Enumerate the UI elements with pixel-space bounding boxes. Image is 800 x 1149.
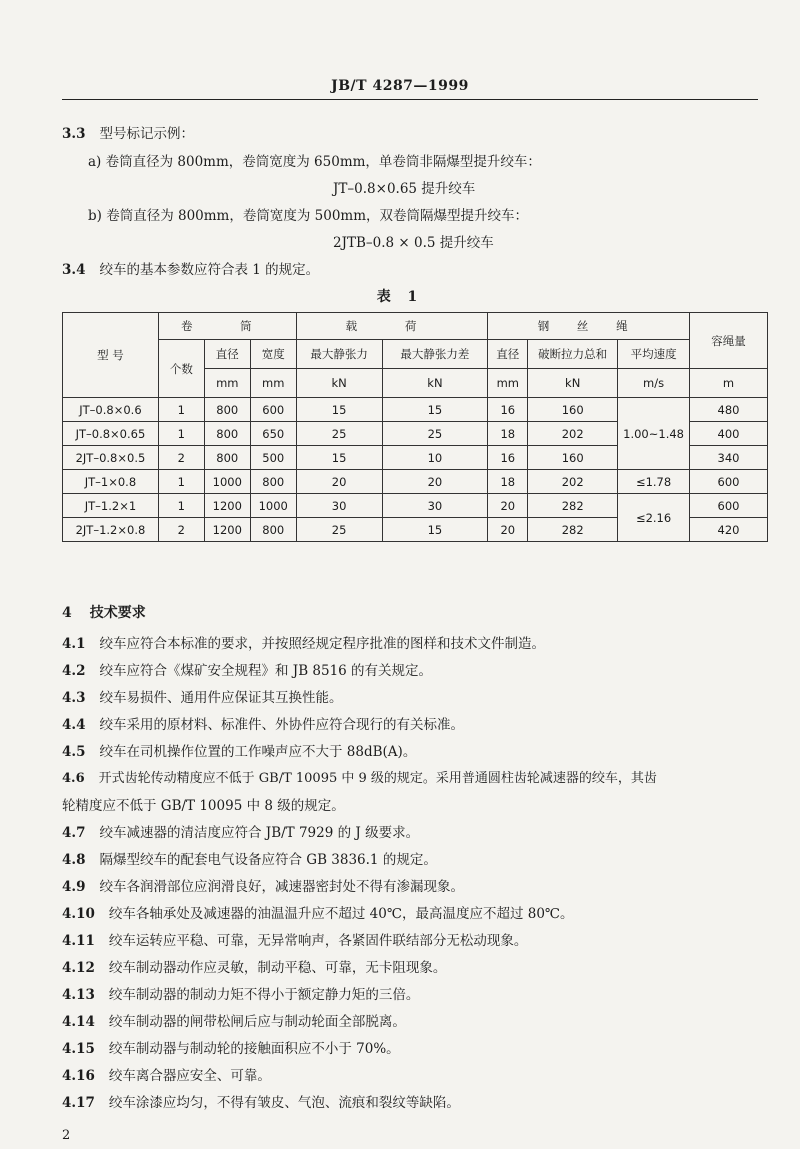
header-capacity: 容绳量 [690, 313, 768, 369]
header-model: 型 号 [63, 313, 159, 398]
example-a: a) 卷筒直径为 800mm，卷筒宽度为 650mm，单卷筒非隔爆型提升绞车： [88, 154, 541, 170]
unit-kn: kN [528, 369, 618, 398]
clause-number: 3.4 [62, 262, 86, 278]
clause-4-4 [62, 713, 464, 733]
unit-mm: mm [250, 369, 296, 398]
cell-static: 20 [296, 470, 382, 494]
section-title: 技术要求 [89, 605, 146, 621]
clause-4-17 [62, 1091, 460, 1111]
section-number: 4 [62, 605, 72, 621]
cell-width: 650 [250, 422, 296, 446]
clause-4-6-continued: 轮精度应不低于 GB/T 10095 中 8 级的规定。 [62, 798, 345, 814]
table-row [63, 494, 768, 518]
clause-text: 绞车涂漆应均匀，不得有皱皮、气泡、流痕和裂纹等缺陷。 [108, 1095, 460, 1111]
clause-text: 绞车制动器与制动轮的接触面积应不小于 70%。 [108, 1041, 400, 1057]
cell-count: 2 [158, 518, 204, 542]
page-number: 2 [62, 1128, 71, 1143]
cell-diff: 25 [382, 422, 488, 446]
clause-number: 4.4 [62, 717, 86, 733]
cell-diameter: 800 [204, 398, 250, 422]
clause-4-6 [62, 767, 657, 786]
section-4-heading [62, 602, 146, 622]
clause-number: 4.10 [62, 906, 95, 922]
cell-rope: 16 [488, 446, 528, 470]
cell-speed: ≤2.16 [618, 494, 690, 542]
cell-diameter: 800 [204, 422, 250, 446]
cell-model: JT–1.2×1 [63, 494, 159, 518]
clause-text: 绞车制动器的制动力矩不得小于额定静力矩的三倍。 [108, 987, 420, 1003]
clause-4-9 [62, 875, 464, 895]
cell-count: 1 [158, 422, 204, 446]
header-max-diff: 最大静张力差 [382, 340, 488, 369]
cell-width: 1000 [250, 494, 296, 518]
unit-kn: kN [382, 369, 488, 398]
clause-4-10 [62, 902, 574, 922]
clause-text: 隔爆型绞车的配套电气设备应符合 GB 3836.1 的规定。 [99, 852, 437, 868]
standard-number-header: JB/T 4287—1999 [331, 78, 469, 94]
clause-4-7 [62, 821, 419, 841]
cell-count: 1 [158, 398, 204, 422]
example-b: b) 卷筒直径为 800mm，卷筒宽度为 500mm，双卷筒隔爆型提升绞车： [88, 208, 529, 224]
clause-text: 绞车减速器的清洁度应符合 JB/T 7929 的 J 级要求。 [99, 825, 420, 841]
table-row [63, 398, 768, 422]
cell-static: 25 [296, 422, 382, 446]
clause-4-11 [62, 929, 527, 949]
clause-number: 4.5 [62, 744, 86, 760]
header-diameter: 直径 [204, 340, 250, 369]
cell-width: 600 [250, 398, 296, 422]
clause-4-14 [62, 1010, 406, 1030]
header-break-force: 破断拉力总和 [528, 340, 618, 369]
cell-width: 800 [250, 518, 296, 542]
cell-diameter: 1000 [204, 470, 250, 494]
cell-capacity: 480 [690, 398, 768, 422]
cell-capacity: 340 [690, 446, 768, 470]
cell-count: 1 [158, 494, 204, 518]
cell-break: 160 [528, 446, 618, 470]
cell-break: 202 [528, 422, 618, 446]
clause-number: 4.7 [62, 825, 86, 841]
clause-text: 绞车应符合《煤矿安全规程》和 JB 8516 的有关规定。 [99, 663, 433, 679]
clause-4-15 [62, 1037, 400, 1057]
cell-capacity: 600 [690, 470, 768, 494]
cell-rope: 20 [488, 518, 528, 542]
header-count: 个数 [158, 340, 204, 398]
clause-number: 4.1 [62, 636, 86, 652]
clause-number: 4.16 [62, 1068, 95, 1084]
cell-diff: 20 [382, 470, 488, 494]
cell-rope: 18 [488, 422, 528, 446]
clause-4-3 [62, 686, 343, 706]
clause-text: 绞车离合器应安全、可靠。 [108, 1068, 271, 1084]
cell-break: 202 [528, 470, 618, 494]
clause-text: 绞车制动器动作应灵敏，制动平稳、可靠，无卡阻现象。 [108, 960, 447, 976]
clause-number: 4.15 [62, 1041, 95, 1057]
cell-count: 1 [158, 470, 204, 494]
clause-text: 型号标记示例： [99, 126, 194, 142]
cell-rope: 18 [488, 470, 528, 494]
clause-4-13 [62, 983, 419, 1003]
header-load: 载 荷 [296, 313, 488, 340]
clause-4-8 [62, 848, 437, 868]
cell-static: 15 [296, 398, 382, 422]
cell-capacity: 600 [690, 494, 768, 518]
cell-capacity: 400 [690, 422, 768, 446]
cell-capacity: 420 [690, 518, 768, 542]
unit-mm: mm [488, 369, 528, 398]
clause-text: 绞车制动器的闸带松闸后应与制动轮面全部脱离。 [108, 1014, 406, 1030]
clause-text: 绞车各轴承处及减速器的油温温升应不超过 40℃，最高温度应不超过 80℃。 [108, 906, 574, 922]
parameter-table [62, 312, 768, 542]
clause-text: 绞车的基本参数应符合表 1 的规定。 [99, 262, 320, 278]
cell-model: 2JT–0.8×0.5 [63, 446, 159, 470]
clause-number: 4.14 [62, 1014, 95, 1030]
clause-number: 4.11 [62, 933, 95, 949]
clause-4-16 [62, 1064, 271, 1084]
table-title: 表 1 [376, 289, 424, 305]
cell-break: 160 [528, 398, 618, 422]
header-drum: 卷 筒 [158, 313, 296, 340]
cell-diameter: 1200 [204, 518, 250, 542]
cell-rope: 16 [488, 398, 528, 422]
clause-number: 4.6 [62, 771, 85, 786]
cell-static: 15 [296, 446, 382, 470]
unit-mm: mm [204, 369, 250, 398]
cell-diameter: 800 [204, 446, 250, 470]
clause-number: 4.3 [62, 690, 86, 706]
clause-number: 4.13 [62, 987, 95, 1003]
header-rope: 钢 丝 绳 [488, 313, 690, 340]
table-row [63, 470, 768, 494]
clause-3-4 [62, 258, 319, 278]
unit-kn: kN [296, 369, 382, 398]
cell-static: 25 [296, 518, 382, 542]
clause-number: 4.8 [62, 852, 86, 868]
clause-text: 绞车应符合本标准的要求，并按照经规定程序批准的图样和技术文件制造。 [99, 636, 545, 652]
unit-m: m [690, 369, 768, 398]
clause-number: 4.2 [62, 663, 86, 679]
cell-model: JT–1×0.8 [63, 470, 159, 494]
header-max-static: 最大静张力 [296, 340, 382, 369]
clause-4-1 [62, 632, 545, 652]
clause-3-3 [62, 122, 194, 142]
cell-break: 282 [528, 518, 618, 542]
clause-text: 绞车各润滑部位应润滑良好，减速器密封处不得有渗漏现象。 [99, 879, 464, 895]
cell-speed: ≤1.78 [618, 470, 690, 494]
clause-text: 绞车易损件、通用件应保证其互换性能。 [99, 690, 343, 706]
cell-diameter: 1200 [204, 494, 250, 518]
cell-rope: 20 [488, 494, 528, 518]
clause-4-2 [62, 659, 432, 679]
header-speed: 平均速度 [618, 340, 690, 369]
header-rope-diameter: 直径 [488, 340, 528, 369]
cell-diff: 10 [382, 446, 488, 470]
cell-count: 2 [158, 446, 204, 470]
clause-number: 4.17 [62, 1095, 95, 1111]
clause-text: 开式齿轮传动精度应不低于 GB/T 10095 中 9 级的规定。采用普通圆柱齿轮减速器的绞车，其齿 [98, 771, 657, 786]
clause-number: 3.3 [62, 126, 86, 142]
clause-number: 4.9 [62, 879, 86, 895]
cell-static: 30 [296, 494, 382, 518]
clause-text: 绞车运转应平稳、可靠，无异常响声，各紧固件联结部分无松动现象。 [108, 933, 528, 949]
cell-speed: 1.00~1.48 [618, 398, 690, 470]
example-b-mark: 2JTB–0.8 × 0.5 提升绞车 [333, 235, 494, 251]
cell-diff: 30 [382, 494, 488, 518]
clause-text: 绞车在司机操作位置的工作噪声应不大于 88dB(A)。 [99, 744, 417, 760]
header-rule [62, 99, 758, 100]
clause-4-12 [62, 956, 446, 976]
cell-break: 282 [528, 494, 618, 518]
clause-4-5 [62, 740, 416, 760]
header-width: 宽度 [250, 340, 296, 369]
cell-model: JT–0.8×0.6 [63, 398, 159, 422]
cell-diff: 15 [382, 398, 488, 422]
cell-width: 800 [250, 470, 296, 494]
example-a-mark: JT–0.8×0.65 提升绞车 [333, 181, 476, 197]
clause-text: 绞车采用的原材料、标准件、外协件应符合现行的有关标准。 [99, 717, 464, 733]
clause-number: 4.12 [62, 960, 95, 976]
cell-model: 2JT–1.2×0.8 [63, 518, 159, 542]
cell-diff: 15 [382, 518, 488, 542]
cell-width: 500 [250, 446, 296, 470]
unit-ms: m/s [618, 369, 690, 398]
cell-model: JT–0.8×0.65 [63, 422, 159, 446]
